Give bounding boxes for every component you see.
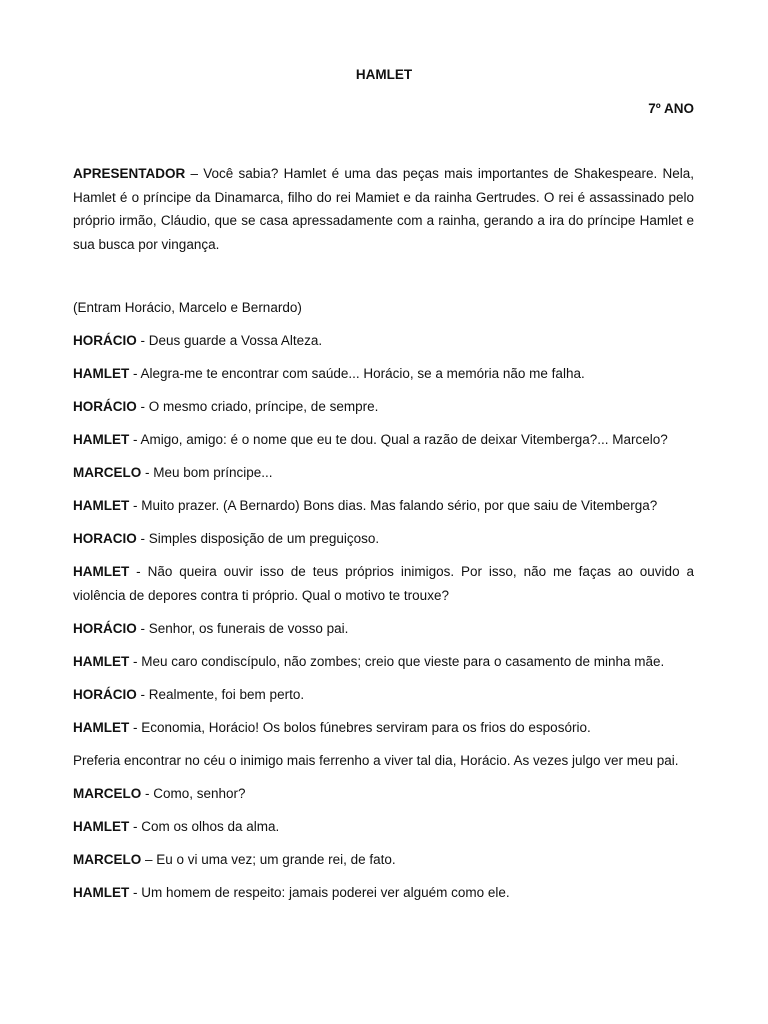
line-text: (Entram Horácio, Marcelo e Bernardo) [73,300,302,315]
line-speaker: HAMLET [73,366,130,381]
dialogue-line [73,560,694,607]
dialogue-line [73,527,694,551]
dialogue-line [73,881,694,905]
line-text: - Deus guarde a Vossa Alteza. [136,333,323,348]
line-text: - Simples disposição de um preguiçoso. [136,531,380,546]
line-text: – Eu o vi uma vez; um grande rei, de fato. [141,851,396,867]
dialogue-line [73,617,694,641]
dialogue-line [73,848,694,872]
line-speaker: HAMLET [73,818,130,834]
dialogue-line [73,296,694,320]
line-text: - Meu caro condiscípulo, não zombes; creio que vieste para o casamento de minha mãe. [129,653,665,669]
intro-speaker: APRESENTADOR [73,166,186,181]
dialogue-line [73,650,694,674]
line-speaker: HORÁCIO [73,399,137,414]
document-title: HAMLET [355,67,413,82]
dialogue-line [73,716,694,740]
grade-label: 7º ANO [648,101,694,116]
line-speaker: HAMLET [73,719,130,735]
dialogue-line [73,683,694,707]
line-text: - Não queira ouvir isso de teus próprios inimigos. Por isso, não me faças ao ouvido a violência de depores contra ti próprio. Qual o motivo te trouxe? [73,564,694,603]
dialogue-section [73,296,694,914]
line-text: - Muito prazer. (A Bernardo) Bons dias. Mas falando sério, por que saiu de Vitemberga? [129,498,658,513]
line-speaker: MARCELO [73,465,142,480]
line-text: - Com os olhos da alma. [129,818,280,834]
line-text: - Economia, Horácio! Os bolos fúnebres serviram para os frios do esposório. [129,719,591,735]
line-speaker: HORÁCIO [73,333,137,348]
dialogue-line [73,782,694,806]
line-text: - Como, senhor? [141,785,246,801]
line-text: - Alegra-me te encontrar com saúde... Horácio, se a memória não me falha. [129,366,585,381]
dialogue-line [73,461,694,485]
line-text: Preferia encontrar no céu o inimigo mais ferrenho a viver tal dia, Horácio. As vezes julgo ver meu pai. [73,752,679,768]
line-speaker: HORACIO [73,531,137,546]
line-text: - Realmente, foi bem perto. [136,686,305,702]
line-speaker: HAMLET [73,653,130,669]
dialogue-line [73,749,694,773]
line-speaker: HORÁCIO [73,686,137,702]
dialogue-line [73,329,694,353]
line-speaker: HAMLET [73,884,130,900]
line-text: - Um homem de respeito: jamais poderei ver alguém como ele. [129,884,510,900]
line-speaker: HAMLET [73,498,130,513]
intro-paragraph [73,162,694,256]
line-text: - Senhor, os funerais de vosso pai. [136,620,349,636]
line-speaker: HAMLET [73,564,130,579]
dialogue-line [73,395,694,419]
line-speaker: MARCELO [73,785,142,801]
dialogue-line [73,815,694,839]
line-text: - O mesmo criado, príncipe, de sempre. [136,399,379,414]
dialogue-line [73,428,694,452]
dialogue-line [73,494,694,518]
line-text: - Amigo, amigo: é o nome que eu te dou. Qual a razão de deixar Vitemberga?... Marcelo? [129,432,668,447]
line-speaker: HAMLET [73,432,130,447]
line-speaker: HORÁCIO [73,620,137,636]
line-speaker: MARCELO [73,851,142,867]
line-text: - Meu bom príncipe... [141,465,273,480]
intro-text: – Você sabia? Hamlet é uma das peças mais importantes de Shakespeare. Nela, Hamlet é o príncipe da Dinamarca, filho do rei Mamiet e da rainha Gertrudes. O rei é assassinado pelo próprio irmão, Cláudio, que se casa apressadamente com a rainha, gerando a ira do príncipe Hamlet e sua busca por vingança. [73,166,694,252]
dialogue-line [73,362,694,386]
